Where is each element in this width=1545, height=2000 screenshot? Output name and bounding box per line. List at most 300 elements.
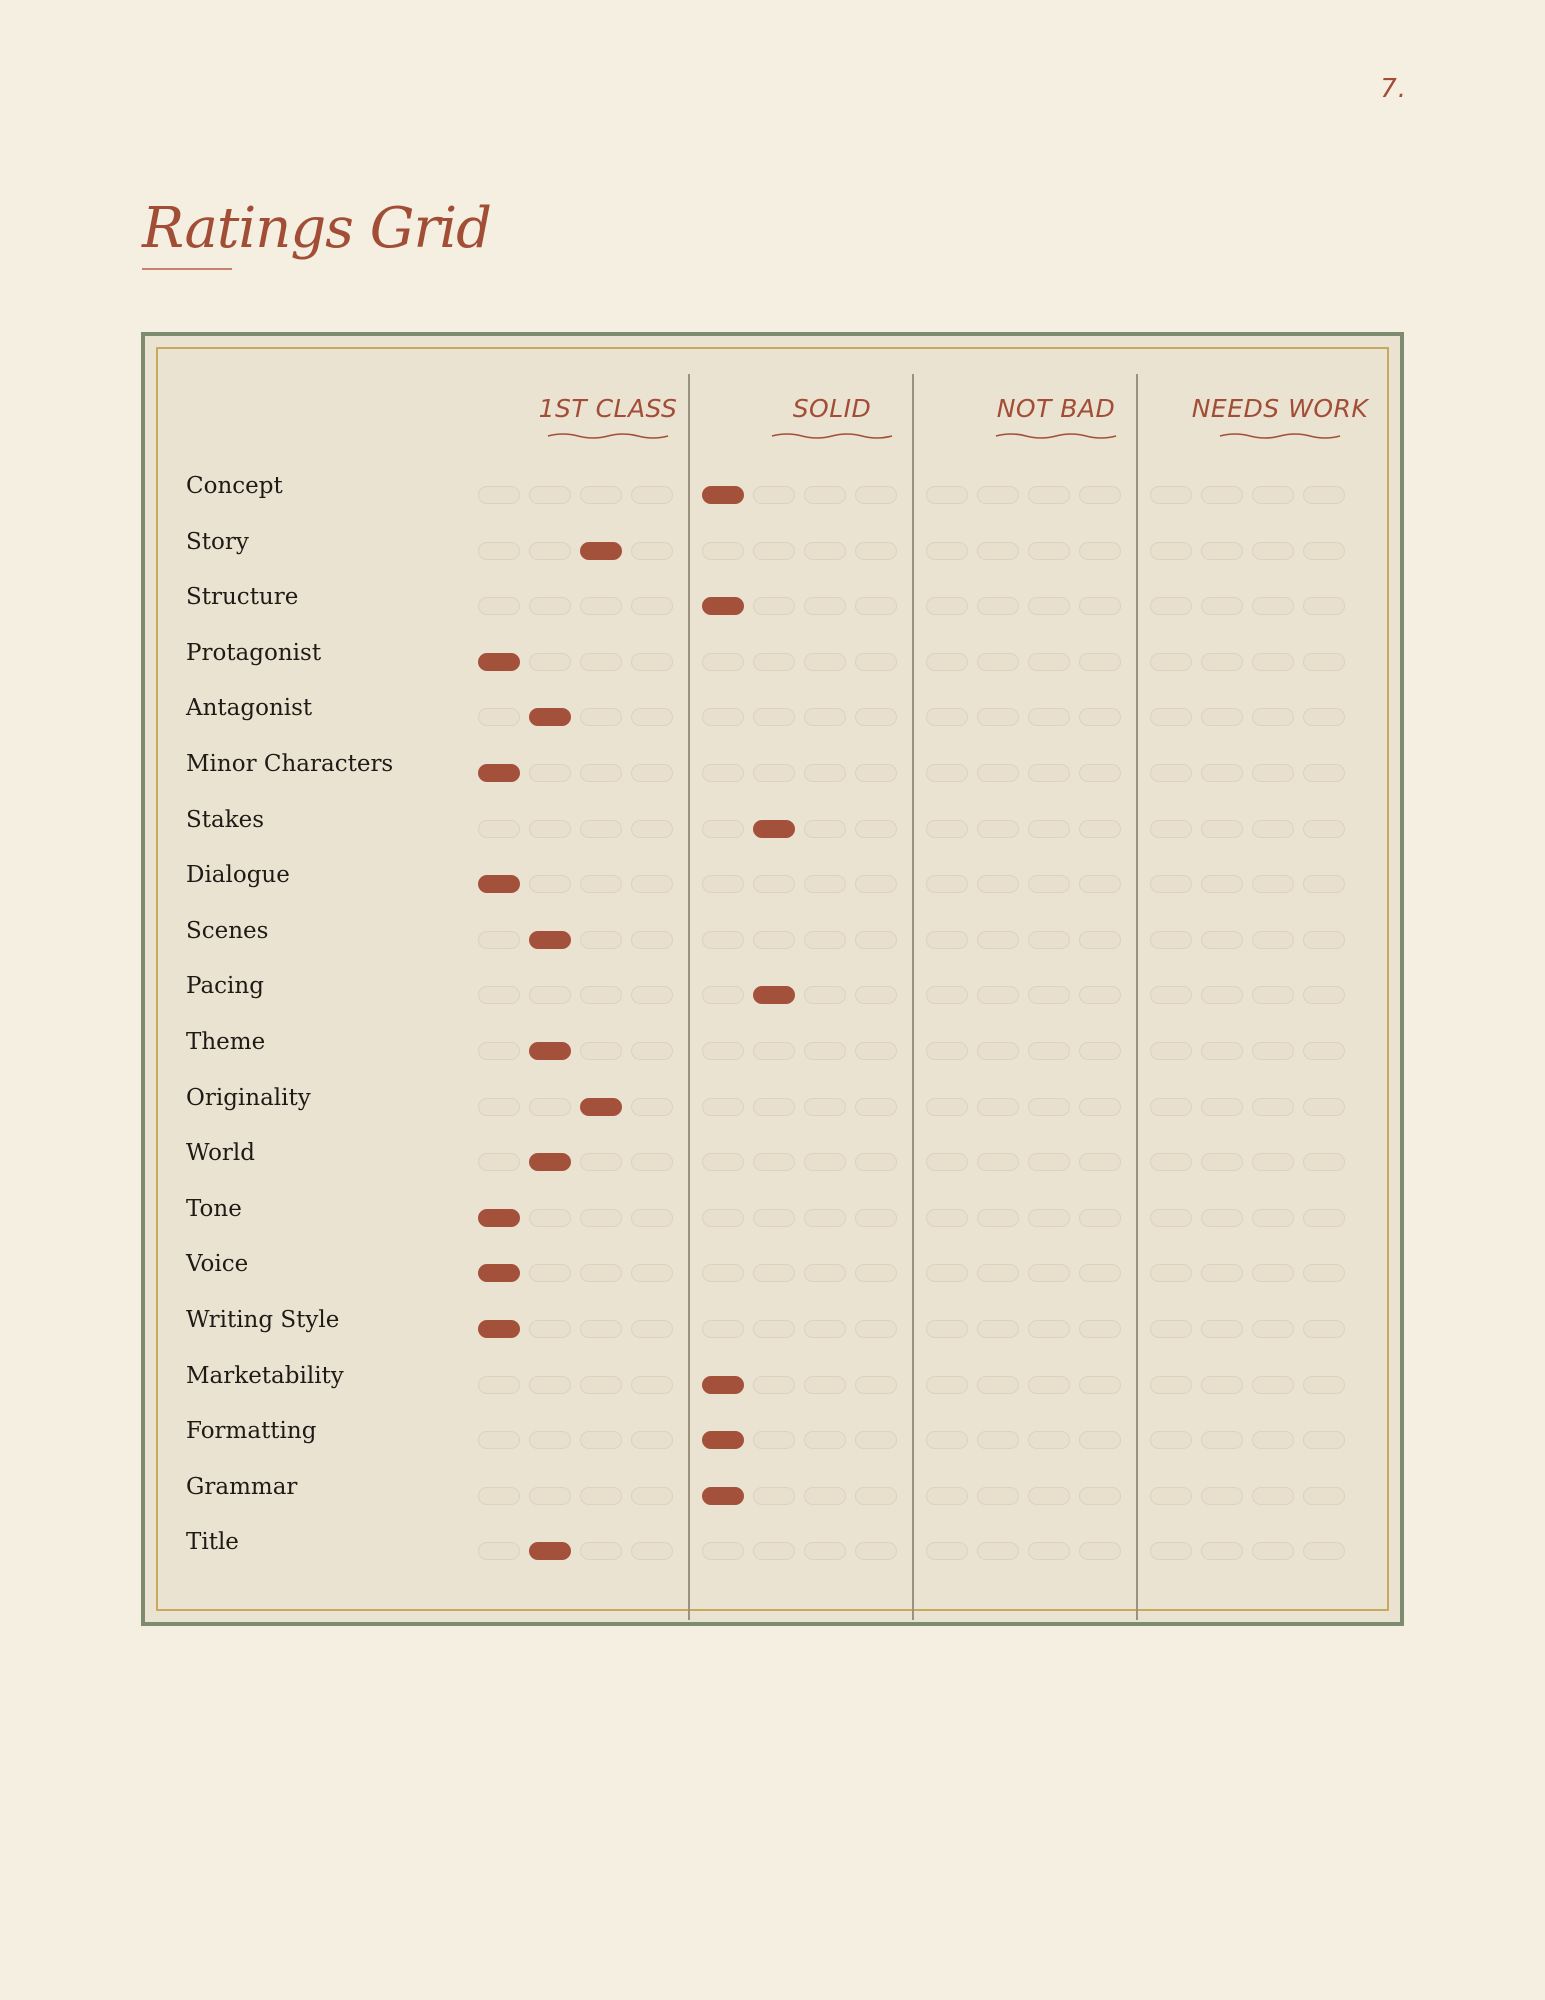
rating-pill[interactable] — [1150, 653, 1192, 671]
rating-pill[interactable] — [1201, 1376, 1243, 1394]
rating-pill[interactable] — [529, 1320, 571, 1338]
rating-pill-selected[interactable] — [529, 1153, 571, 1171]
rating-pill[interactable] — [926, 1376, 968, 1394]
rating-pill[interactable] — [1079, 875, 1121, 893]
rating-pill[interactable] — [1201, 764, 1243, 782]
rating-pill-selected[interactable] — [753, 820, 795, 838]
rating-pill-selected[interactable] — [478, 764, 520, 782]
rating-pill[interactable] — [1303, 1098, 1345, 1116]
rating-pill[interactable] — [855, 653, 897, 671]
rating-pill[interactable] — [702, 1320, 744, 1338]
rating-pill[interactable] — [1252, 597, 1294, 615]
rating-pill[interactable] — [804, 708, 846, 726]
rating-pill[interactable] — [529, 764, 571, 782]
rating-pill[interactable] — [702, 820, 744, 838]
rating-pill[interactable] — [1079, 764, 1121, 782]
rating-pill[interactable] — [529, 1487, 571, 1505]
rating-pill[interactable] — [702, 1264, 744, 1282]
rating-pill[interactable] — [1303, 1042, 1345, 1060]
rating-pill[interactable] — [1303, 1431, 1345, 1449]
rating-pill[interactable] — [1252, 931, 1294, 949]
rating-pill[interactable] — [1252, 1376, 1294, 1394]
rating-pill[interactable] — [1252, 1542, 1294, 1560]
rating-pill[interactable] — [1150, 764, 1192, 782]
rating-pill[interactable] — [631, 931, 673, 949]
rating-pill[interactable] — [804, 1153, 846, 1171]
rating-pill[interactable] — [977, 820, 1019, 838]
rating-pill[interactable] — [1079, 708, 1121, 726]
rating-pill[interactable] — [977, 1098, 1019, 1116]
rating-pill[interactable] — [977, 1209, 1019, 1227]
rating-pill[interactable] — [631, 764, 673, 782]
rating-pill[interactable] — [1252, 1264, 1294, 1282]
rating-pill[interactable] — [631, 1542, 673, 1560]
rating-pill[interactable] — [1028, 875, 1070, 893]
rating-pill[interactable] — [926, 764, 968, 782]
rating-pill[interactable] — [926, 542, 968, 560]
rating-pill[interactable] — [1079, 597, 1121, 615]
rating-pill[interactable] — [1150, 1376, 1192, 1394]
rating-pill[interactable] — [1079, 1487, 1121, 1505]
rating-pill[interactable] — [1303, 542, 1345, 560]
rating-pill[interactable] — [855, 820, 897, 838]
rating-pill[interactable] — [1201, 1542, 1243, 1560]
rating-pill[interactable] — [1252, 1098, 1294, 1116]
rating-pill-selected[interactable] — [702, 1376, 744, 1394]
rating-pill[interactable] — [1303, 1153, 1345, 1171]
rating-pill[interactable] — [1252, 708, 1294, 726]
rating-pill[interactable] — [631, 597, 673, 615]
rating-pill[interactable] — [702, 1098, 744, 1116]
rating-pill[interactable] — [1028, 1487, 1070, 1505]
rating-pill[interactable] — [926, 986, 968, 1004]
rating-pill[interactable] — [926, 653, 968, 671]
rating-pill[interactable] — [1252, 1209, 1294, 1227]
rating-pill[interactable] — [529, 1431, 571, 1449]
rating-pill[interactable] — [478, 1042, 520, 1060]
rating-pill[interactable] — [1150, 875, 1192, 893]
rating-pill[interactable] — [631, 1376, 673, 1394]
rating-pill[interactable] — [478, 1153, 520, 1171]
rating-pill[interactable] — [1150, 708, 1192, 726]
rating-pill[interactable] — [478, 1431, 520, 1449]
rating-pill[interactable] — [580, 931, 622, 949]
rating-pill[interactable] — [1252, 486, 1294, 504]
rating-pill[interactable] — [804, 1431, 846, 1449]
rating-pill[interactable] — [804, 1264, 846, 1282]
rating-pill[interactable] — [977, 764, 1019, 782]
rating-pill[interactable] — [478, 1542, 520, 1560]
rating-pill[interactable] — [1028, 1153, 1070, 1171]
rating-pill[interactable] — [977, 1153, 1019, 1171]
rating-pill-selected[interactable] — [702, 1431, 744, 1449]
rating-pill[interactable] — [1252, 875, 1294, 893]
rating-pill[interactable] — [753, 708, 795, 726]
rating-pill[interactable] — [580, 1042, 622, 1060]
rating-pill[interactable] — [1150, 1487, 1192, 1505]
rating-pill[interactable] — [1303, 986, 1345, 1004]
rating-pill-selected[interactable] — [702, 486, 744, 504]
rating-pill[interactable] — [1079, 1264, 1121, 1282]
rating-pill[interactable] — [855, 1264, 897, 1282]
rating-pill[interactable] — [580, 1542, 622, 1560]
rating-pill[interactable] — [855, 1376, 897, 1394]
rating-pill[interactable] — [804, 1209, 846, 1227]
rating-pill[interactable] — [631, 1264, 673, 1282]
rating-pill[interactable] — [1079, 1098, 1121, 1116]
rating-pill[interactable] — [804, 820, 846, 838]
rating-pill[interactable] — [1028, 1376, 1070, 1394]
rating-pill[interactable] — [753, 931, 795, 949]
rating-pill[interactable] — [1303, 486, 1345, 504]
rating-pill[interactable] — [1201, 486, 1243, 504]
rating-pill[interactable] — [804, 1542, 846, 1560]
rating-pill[interactable] — [926, 486, 968, 504]
rating-pill[interactable] — [702, 542, 744, 560]
rating-pill[interactable] — [702, 1042, 744, 1060]
rating-pill[interactable] — [926, 1209, 968, 1227]
rating-pill[interactable] — [1079, 542, 1121, 560]
rating-pill[interactable] — [1028, 653, 1070, 671]
rating-pill[interactable] — [1303, 764, 1345, 782]
rating-pill[interactable] — [529, 653, 571, 671]
rating-pill[interactable] — [926, 1320, 968, 1338]
rating-pill[interactable] — [1028, 708, 1070, 726]
rating-pill[interactable] — [753, 1376, 795, 1394]
rating-pill[interactable] — [1079, 1431, 1121, 1449]
rating-pill[interactable] — [855, 1487, 897, 1505]
rating-pill[interactable] — [926, 1542, 968, 1560]
rating-pill[interactable] — [977, 986, 1019, 1004]
rating-pill-selected[interactable] — [580, 1098, 622, 1116]
rating-pill[interactable] — [580, 1209, 622, 1227]
rating-pill[interactable] — [1201, 1153, 1243, 1171]
rating-pill[interactable] — [753, 1431, 795, 1449]
rating-pill[interactable] — [702, 1542, 744, 1560]
rating-pill[interactable] — [580, 764, 622, 782]
rating-pill[interactable] — [1201, 875, 1243, 893]
rating-pill[interactable] — [529, 820, 571, 838]
rating-pill[interactable] — [580, 1264, 622, 1282]
rating-pill[interactable] — [804, 931, 846, 949]
rating-pill[interactable] — [1079, 986, 1121, 1004]
rating-pill[interactable] — [804, 1098, 846, 1116]
rating-pill[interactable] — [580, 1376, 622, 1394]
rating-pill[interactable] — [1303, 1320, 1345, 1338]
rating-pill[interactable] — [855, 1042, 897, 1060]
rating-pill[interactable] — [1079, 1209, 1121, 1227]
rating-pill[interactable] — [926, 820, 968, 838]
rating-pill[interactable] — [1252, 820, 1294, 838]
rating-pill[interactable] — [631, 1042, 673, 1060]
rating-pill[interactable] — [529, 1376, 571, 1394]
rating-pill[interactable] — [1150, 1320, 1192, 1338]
rating-pill[interactable] — [855, 1153, 897, 1171]
rating-pill[interactable] — [855, 931, 897, 949]
rating-pill[interactable] — [1303, 597, 1345, 615]
rating-pill[interactable] — [804, 653, 846, 671]
rating-pill[interactable] — [753, 1542, 795, 1560]
rating-pill[interactable] — [926, 597, 968, 615]
rating-pill-selected[interactable] — [702, 1487, 744, 1505]
rating-pill[interactable] — [977, 931, 1019, 949]
rating-pill[interactable] — [529, 875, 571, 893]
rating-pill[interactable] — [702, 1153, 744, 1171]
rating-pill[interactable] — [1079, 931, 1121, 949]
rating-pill[interactable] — [631, 542, 673, 560]
rating-pill[interactable] — [631, 1098, 673, 1116]
rating-pill[interactable] — [804, 875, 846, 893]
rating-pill-selected[interactable] — [580, 542, 622, 560]
rating-pill[interactable] — [580, 708, 622, 726]
rating-pill[interactable] — [1028, 820, 1070, 838]
rating-pill[interactable] — [1303, 1542, 1345, 1560]
rating-pill[interactable] — [977, 542, 1019, 560]
rating-pill[interactable] — [631, 1320, 673, 1338]
rating-pill[interactable] — [1150, 1098, 1192, 1116]
rating-pill[interactable] — [1079, 1376, 1121, 1394]
rating-pill[interactable] — [1252, 764, 1294, 782]
rating-pill-selected[interactable] — [529, 1042, 571, 1060]
rating-pill[interactable] — [580, 875, 622, 893]
rating-pill[interactable] — [1079, 820, 1121, 838]
rating-pill[interactable] — [1150, 986, 1192, 1004]
rating-pill[interactable] — [977, 1264, 1019, 1282]
rating-pill[interactable] — [855, 1431, 897, 1449]
rating-pill[interactable] — [804, 486, 846, 504]
rating-pill[interactable] — [478, 542, 520, 560]
rating-pill[interactable] — [702, 708, 744, 726]
rating-pill[interactable] — [631, 1487, 673, 1505]
rating-pill[interactable] — [702, 875, 744, 893]
rating-pill[interactable] — [1150, 1264, 1192, 1282]
rating-pill[interactable] — [1150, 1153, 1192, 1171]
rating-pill-selected[interactable] — [702, 597, 744, 615]
rating-pill[interactable] — [753, 1042, 795, 1060]
rating-pill[interactable] — [1028, 1042, 1070, 1060]
rating-pill[interactable] — [529, 542, 571, 560]
rating-pill[interactable] — [753, 542, 795, 560]
rating-pill[interactable] — [804, 597, 846, 615]
rating-pill[interactable] — [753, 1098, 795, 1116]
rating-pill[interactable] — [1079, 1153, 1121, 1171]
rating-pill[interactable] — [753, 486, 795, 504]
rating-pill[interactable] — [580, 597, 622, 615]
rating-pill[interactable] — [1201, 1098, 1243, 1116]
rating-pill[interactable] — [804, 986, 846, 1004]
rating-pill-selected[interactable] — [478, 1209, 520, 1227]
rating-pill[interactable] — [753, 1320, 795, 1338]
rating-pill[interactable] — [529, 597, 571, 615]
rating-pill[interactable] — [529, 1098, 571, 1116]
rating-pill[interactable] — [1150, 597, 1192, 615]
rating-pill[interactable] — [580, 1487, 622, 1505]
rating-pill[interactable] — [1201, 542, 1243, 560]
rating-pill[interactable] — [977, 1320, 1019, 1338]
rating-pill[interactable] — [478, 708, 520, 726]
rating-pill[interactable] — [1201, 1264, 1243, 1282]
rating-pill[interactable] — [1252, 1153, 1294, 1171]
rating-pill[interactable] — [529, 986, 571, 1004]
rating-pill[interactable] — [1079, 653, 1121, 671]
rating-pill[interactable] — [977, 1042, 1019, 1060]
rating-pill[interactable] — [1028, 542, 1070, 560]
rating-pill[interactable] — [1252, 1487, 1294, 1505]
rating-pill[interactable] — [529, 1209, 571, 1227]
rating-pill[interactable] — [1303, 931, 1345, 949]
rating-pill[interactable] — [1028, 1542, 1070, 1560]
rating-pill[interactable] — [580, 986, 622, 1004]
rating-pill[interactable] — [478, 986, 520, 1004]
rating-pill[interactable] — [1028, 986, 1070, 1004]
rating-pill[interactable] — [1252, 1431, 1294, 1449]
rating-pill[interactable] — [855, 708, 897, 726]
rating-pill[interactable] — [1201, 820, 1243, 838]
rating-pill[interactable] — [1079, 486, 1121, 504]
rating-pill[interactable] — [926, 931, 968, 949]
rating-pill[interactable] — [977, 1542, 1019, 1560]
rating-pill-selected[interactable] — [529, 931, 571, 949]
rating-pill[interactable] — [1079, 1320, 1121, 1338]
rating-pill[interactable] — [631, 820, 673, 838]
rating-pill[interactable] — [1028, 1264, 1070, 1282]
rating-pill[interactable] — [580, 486, 622, 504]
rating-pill[interactable] — [1303, 1264, 1345, 1282]
rating-pill-selected[interactable] — [478, 653, 520, 671]
rating-pill[interactable] — [926, 1042, 968, 1060]
rating-pill[interactable] — [1201, 931, 1243, 949]
rating-pill[interactable] — [855, 986, 897, 1004]
rating-pill[interactable] — [1201, 653, 1243, 671]
rating-pill[interactable] — [855, 1098, 897, 1116]
rating-pill[interactable] — [804, 1320, 846, 1338]
rating-pill[interactable] — [631, 986, 673, 1004]
rating-pill[interactable] — [926, 875, 968, 893]
rating-pill[interactable] — [926, 708, 968, 726]
rating-pill[interactable] — [977, 1431, 1019, 1449]
rating-pill[interactable] — [753, 1487, 795, 1505]
rating-pill[interactable] — [1201, 1487, 1243, 1505]
rating-pill[interactable] — [855, 1209, 897, 1227]
rating-pill[interactable] — [855, 875, 897, 893]
rating-pill-selected[interactable] — [529, 708, 571, 726]
rating-pill[interactable] — [1303, 1209, 1345, 1227]
rating-pill-selected[interactable] — [753, 986, 795, 1004]
rating-pill[interactable] — [1201, 708, 1243, 726]
rating-pill[interactable] — [1201, 986, 1243, 1004]
rating-pill[interactable] — [702, 1209, 744, 1227]
rating-pill[interactable] — [478, 1376, 520, 1394]
rating-pill[interactable] — [753, 1209, 795, 1227]
rating-pill-selected[interactable] — [478, 875, 520, 893]
rating-pill[interactable] — [753, 1153, 795, 1171]
rating-pill[interactable] — [855, 597, 897, 615]
rating-pill[interactable] — [631, 1209, 673, 1227]
rating-pill[interactable] — [977, 1376, 1019, 1394]
rating-pill[interactable] — [855, 542, 897, 560]
rating-pill[interactable] — [855, 764, 897, 782]
rating-pill[interactable] — [478, 1487, 520, 1505]
rating-pill[interactable] — [1201, 1042, 1243, 1060]
rating-pill[interactable] — [926, 1264, 968, 1282]
rating-pill[interactable] — [926, 1431, 968, 1449]
rating-pill[interactable] — [804, 1376, 846, 1394]
rating-pill[interactable] — [529, 486, 571, 504]
rating-pill[interactable] — [1303, 875, 1345, 893]
rating-pill-selected[interactable] — [478, 1264, 520, 1282]
rating-pill[interactable] — [1028, 1209, 1070, 1227]
rating-pill[interactable] — [804, 764, 846, 782]
rating-pill[interactable] — [1201, 1431, 1243, 1449]
rating-pill[interactable] — [1252, 542, 1294, 560]
rating-pill[interactable] — [1252, 1320, 1294, 1338]
rating-pill[interactable] — [1303, 653, 1345, 671]
rating-pill[interactable] — [1201, 1209, 1243, 1227]
rating-pill[interactable] — [926, 1098, 968, 1116]
rating-pill[interactable] — [631, 1153, 673, 1171]
rating-pill[interactable] — [1150, 1042, 1192, 1060]
rating-pill[interactable] — [1150, 931, 1192, 949]
rating-pill[interactable] — [977, 708, 1019, 726]
rating-pill[interactable] — [977, 875, 1019, 893]
rating-pill[interactable] — [926, 1153, 968, 1171]
rating-pill[interactable] — [1252, 986, 1294, 1004]
rating-pill[interactable] — [1028, 486, 1070, 504]
rating-pill[interactable] — [1079, 1542, 1121, 1560]
rating-pill[interactable] — [753, 764, 795, 782]
rating-pill[interactable] — [1028, 1320, 1070, 1338]
rating-pill[interactable] — [702, 931, 744, 949]
rating-pill[interactable] — [580, 653, 622, 671]
rating-pill[interactable] — [753, 653, 795, 671]
rating-pill[interactable] — [478, 486, 520, 504]
rating-pill[interactable] — [702, 764, 744, 782]
rating-pill[interactable] — [753, 1264, 795, 1282]
rating-pill[interactable] — [478, 820, 520, 838]
rating-pill[interactable] — [1150, 1431, 1192, 1449]
rating-pill[interactable] — [977, 653, 1019, 671]
rating-pill[interactable] — [631, 1431, 673, 1449]
rating-pill[interactable] — [631, 486, 673, 504]
rating-pill[interactable] — [1028, 764, 1070, 782]
rating-pill[interactable] — [1150, 1542, 1192, 1560]
rating-pill[interactable] — [977, 1487, 1019, 1505]
rating-pill[interactable] — [1028, 931, 1070, 949]
rating-pill[interactable] — [1303, 1376, 1345, 1394]
rating-pill[interactable] — [631, 653, 673, 671]
rating-pill[interactable] — [855, 1320, 897, 1338]
rating-pill[interactable] — [1303, 820, 1345, 838]
rating-pill[interactable] — [753, 875, 795, 893]
rating-pill[interactable] — [702, 986, 744, 1004]
rating-pill[interactable] — [478, 1098, 520, 1116]
rating-pill[interactable] — [804, 1487, 846, 1505]
rating-pill[interactable] — [1201, 1320, 1243, 1338]
rating-pill[interactable] — [478, 597, 520, 615]
rating-pill[interactable] — [1150, 486, 1192, 504]
rating-pill[interactable] — [1150, 1209, 1192, 1227]
rating-pill[interactable] — [580, 820, 622, 838]
rating-pill-selected[interactable] — [529, 1542, 571, 1560]
rating-pill[interactable] — [1303, 708, 1345, 726]
rating-pill[interactable] — [1028, 1098, 1070, 1116]
rating-pill[interactable] — [977, 486, 1019, 504]
rating-pill[interactable] — [1150, 542, 1192, 560]
rating-pill[interactable] — [804, 542, 846, 560]
rating-pill[interactable] — [529, 1264, 571, 1282]
rating-pill[interactable] — [580, 1153, 622, 1171]
rating-pill[interactable] — [1252, 1042, 1294, 1060]
